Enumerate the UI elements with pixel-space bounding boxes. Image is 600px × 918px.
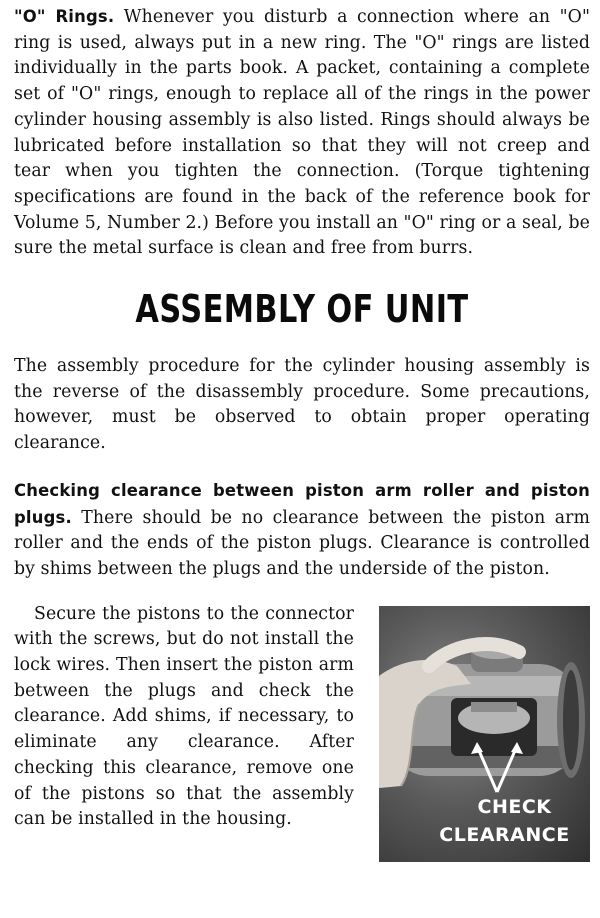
- procedure-paragraph: Secure the pistons to the connector with the screws, but do not install the lock wires. Then insert the piston arm between the plugs and check the clearance. Add shims, if necessary, to eliminate any clearance. After checking this clearance, remove one of the pistons so that the assembly can be installed in the housing.: [14, 603, 354, 830]
- page: [14, 4, 590, 862]
- clearance-paragraph: [14, 478, 590, 583]
- clearance-text: There should be no clearance between the piston arm roller and the ends of the piston plugs. Clearance is controlled by shims between the plugs and the underside of the piston.: [14, 507, 590, 579]
- photo-label-clearance: CLEARANCE: [439, 823, 570, 846]
- intro-paragraph: The assembly procedure for the cylinder housing assembly is the reverse of the disassembly procedure. Some precautions, however, must be observed to obtain proper operating clearance.: [14, 356, 590, 454]
- o-rings-lead: "O" Rings.: [14, 7, 115, 26]
- o-rings-paragraph: [14, 4, 590, 262]
- clearance-photo: [379, 606, 590, 862]
- clearance-lead: Checking clearance between piston arm roller and piston plugs.: [14, 480, 590, 527]
- photo-label-check: CHECK: [477, 795, 552, 818]
- o-rings-text: Whenever you disturb a connection where an "O" ring is used, always put in a new ring. The "O" rings are listed individually in the parts book. A packet, containing a complete set of "O" rings, enough to replace all of the rings in the power cylinder housing assembly is also listed. Rings should always be lubricated before installation so that they will not creep and tear when you tighten the connection. (Torque tightening specifications are found in the back of the reference book for Volume 5, Number 2.) Before you install an "O" ring or a seal, be sure the metal surface is clean and free from burrs.: [14, 7, 590, 259]
- section-heading: ASSEMBLY OF UNIT: [135, 287, 469, 332]
- procedure-row: [14, 602, 590, 862]
